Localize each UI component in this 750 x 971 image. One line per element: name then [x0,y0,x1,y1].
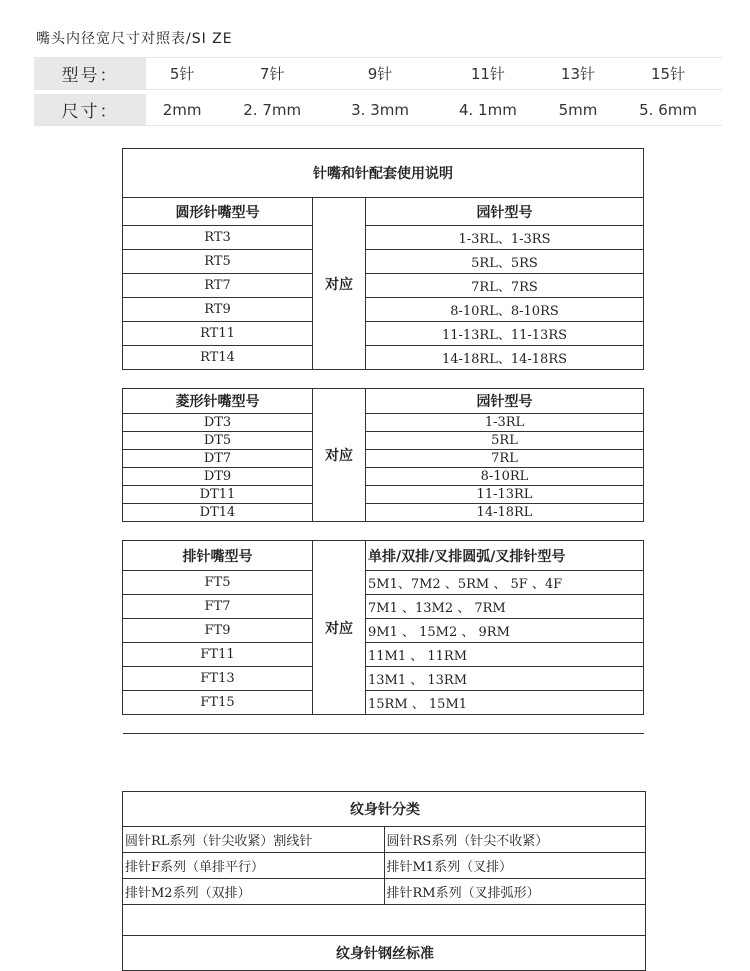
flat-needle: 5M1、7M2 、5RM 、 5F 、4F [366,571,644,595]
round-tip: RT5 [123,250,313,274]
needle-count: 15针 [614,58,722,90]
size-value: 2. 7mm [218,94,326,126]
round-needle: 8-10RL、8-10RS [366,298,644,322]
flat-needle-header: 单排/双排/叉排圆弧/叉排针型号 [366,541,644,571]
size-value: 5. 6mm [614,94,722,126]
diamond-corresponds: 对应 [313,389,366,522]
section-spacer [123,370,644,389]
classification-cell: 排针F系列（单排平行） [123,853,385,879]
round-tip: RT3 [123,226,313,250]
flat-tip: FT7 [123,595,313,619]
needle-count: 7针 [218,58,326,90]
round-tip: RT14 [123,346,313,370]
diamond-tip-header: 菱形针嘴型号 [123,389,313,414]
diamond-needle: 14-18RL [366,504,644,522]
round-tip: RT7 [123,274,313,298]
section-spacer [123,715,644,734]
round-corresponds: 对应 [313,198,366,370]
steel-wire-title: 纹身针钢丝标准 [123,936,646,971]
classification-cell: 排针M2系列（双排） [123,879,385,905]
diamond-tip: DT9 [123,468,313,486]
size-value: 2mm [146,94,218,126]
diamond-tip: DT7 [123,450,313,468]
flat-needle: 11M1 、 11RM [366,643,644,667]
size-value: 4. 1mm [434,94,542,126]
size-label: 尺寸： [34,94,146,126]
diamond-tip: DT5 [123,432,313,450]
classification-cell: 排针M1系列（叉排） [384,853,646,879]
round-needle: 11-13RL、11-13RS [366,322,644,346]
classification-cell: 排针RM系列（叉排弧形） [384,879,646,905]
section-spacer [123,522,644,541]
round-needle: 1-3RL、1-3RS [366,226,644,250]
flat-corresponds: 对应 [313,541,366,715]
classification-cell: 圆针RL系列（针尖收紧）割线针 [123,827,385,853]
classification-table [122,791,646,971]
needle-count: 9针 [326,58,434,90]
classification-title: 纹身针分类 [123,792,646,827]
diamond-needle: 5RL [366,432,644,450]
flat-tip-header: 排针嘴型号 [123,541,313,571]
size-chart-table [34,57,722,126]
needle-count: 5针 [146,58,218,90]
size-row [34,94,722,126]
size-value: 5mm [542,94,614,126]
flat-needle: 13M1 、 13RM [366,667,644,691]
flat-needle: 7M1 、13M2 、 7RM [366,595,644,619]
diamond-tip: DT14 [123,504,313,522]
model-row [34,58,722,90]
matching-table-title: 针嘴和针配套使用说明 [123,149,644,198]
size-value: 3. 3mm [326,94,434,126]
diamond-needle: 1-3RL [366,414,644,432]
flat-needle: 15RM 、 15M1 [366,691,644,715]
diamond-needle: 7RL [366,450,644,468]
flat-tip: FT15 [123,691,313,715]
matching-table [122,148,644,734]
round-tip: RT11 [123,322,313,346]
round-needle: 7RL、7RS [366,274,644,298]
round-needle: 14-18RL、14-18RS [366,346,644,370]
round-tip: RT9 [123,298,313,322]
diamond-needle: 8-10RL [366,468,644,486]
round-tip-header: 圆形针嘴型号 [123,198,313,226]
flat-tip: FT11 [123,643,313,667]
round-needle: 5RL、5RS [366,250,644,274]
diamond-needle: 11-13RL [366,486,644,504]
model-label: 型号： [34,58,146,90]
flat-tip: FT9 [123,619,313,643]
section-spacer [123,905,646,936]
diamond-needle-header: 园针型号 [366,389,644,414]
flat-tip: FT13 [123,667,313,691]
flat-needle: 9M1 、 15M2 、 9RM [366,619,644,643]
round-needle-header: 园针型号 [366,198,644,226]
needle-count: 11针 [434,58,542,90]
size-chart-title: 嘴头内径宽尺寸对照表/SI ZE [36,31,233,47]
flat-tip: FT5 [123,571,313,595]
needle-count: 13针 [542,58,614,90]
classification-cell: 圆针RS系列（针尖不收紧） [384,827,646,853]
diamond-tip: DT3 [123,414,313,432]
diamond-tip: DT11 [123,486,313,504]
